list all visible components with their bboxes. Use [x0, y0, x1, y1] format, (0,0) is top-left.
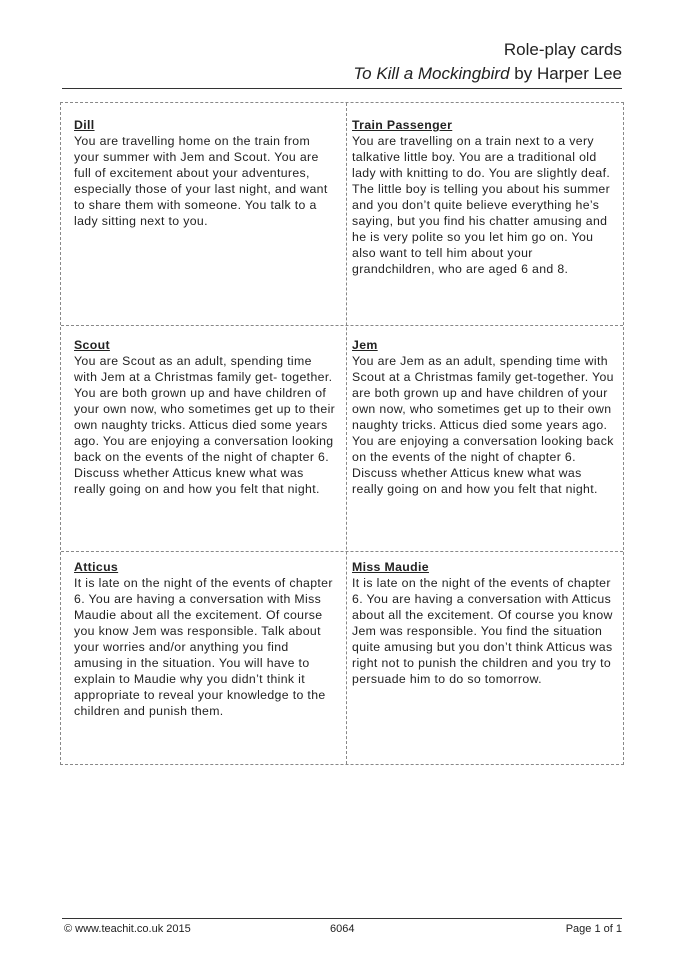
card-text: You are Scout as an adult, spending time with Jem at a Christmas family get- together. You are both grown up and have children of your own now, who sometimes get up to their own naughty tricks. Atticus died some years ago. You are enjoying a conversation looking back on the events of the night of chapter 6. Discuss whether Atticus knew what was really going on and how you felt that night.	[74, 354, 336, 496]
card-text: It is late on the night of the events of chapter 6. You are having a conversation with Atticus about all the excitement. Of course you know Jem was responsible. You find the situation quite amusing but you don’t think Atticus was right not to punish the children and you try to persuade him to do so tomorrow.	[352, 576, 613, 686]
card-text: You are Jem as an adult, spending time with Scout at a Christmas family get-together. You are both grown up and have children of your own now, who sometimes get up to their own naughty tricks. Atticus died some years ago. You are enjoying a conversation looking back on the events of the night of chapter 6. Discuss whether Atticus knew what was really going on and how you felt that night.	[352, 354, 614, 496]
card-title: Scout	[74, 338, 110, 352]
role-card-dill	[74, 117, 336, 229]
author: by Harper Lee	[509, 64, 622, 83]
card-title: Train Passenger	[352, 118, 453, 132]
card-title: Jem	[352, 338, 378, 352]
role-card-atticus	[74, 559, 336, 719]
row-divider	[61, 551, 623, 552]
card-title: Dill	[74, 118, 95, 132]
role-card-miss-maudie	[352, 559, 614, 687]
footer-code: 6064	[330, 923, 355, 935]
footer-page-number: Page 1 of 1	[565, 923, 622, 935]
document-subtitle	[353, 64, 622, 84]
document-title: Role-play cards	[503, 40, 622, 59]
footer-divider	[62, 918, 622, 919]
card-text: You are travelling on a train next to a very talkative little boy. You are a traditional old lady with knitting to do. You are slightly deaf. The little boy is telling you about his summer and you don’t quite believe everything he’s saying, but you find his chatter amusing and he is very polite so you let him go on. You also want to tell him about your grandchildren, who are aged 6 and 8.	[352, 134, 611, 276]
column-divider	[346, 103, 347, 764]
header-divider	[62, 88, 622, 89]
role-card-scout	[74, 337, 336, 497]
footer-copyright: © www.teachit.co.uk 2015	[64, 923, 191, 935]
card-title: Miss Maudie	[352, 560, 429, 574]
role-card-jem	[352, 337, 614, 497]
card-text: It is late on the night of the events of chapter 6. You are having a conversation with Miss Maudie about all the excitement. Of course you know Jem was responsible. Talk about your worries and/or anything you find amusing in the situation. You will have to explain to Maudie why you didn’t think it appropriate to reveal your knowledge to the children and punish them.	[74, 576, 333, 718]
card-title: Atticus	[74, 560, 119, 574]
book-title: To Kill a Mockingbird	[353, 64, 510, 83]
card-text: You are travelling home on the train from your summer with Jem and Scout. You are full of excitement about your adventures, especially those of your last night, and want to share them with someone. You talk to a lady sitting next to you.	[74, 134, 328, 228]
row-divider	[61, 325, 623, 326]
role-card-train-passenger	[352, 117, 614, 277]
card-grid	[60, 102, 624, 765]
